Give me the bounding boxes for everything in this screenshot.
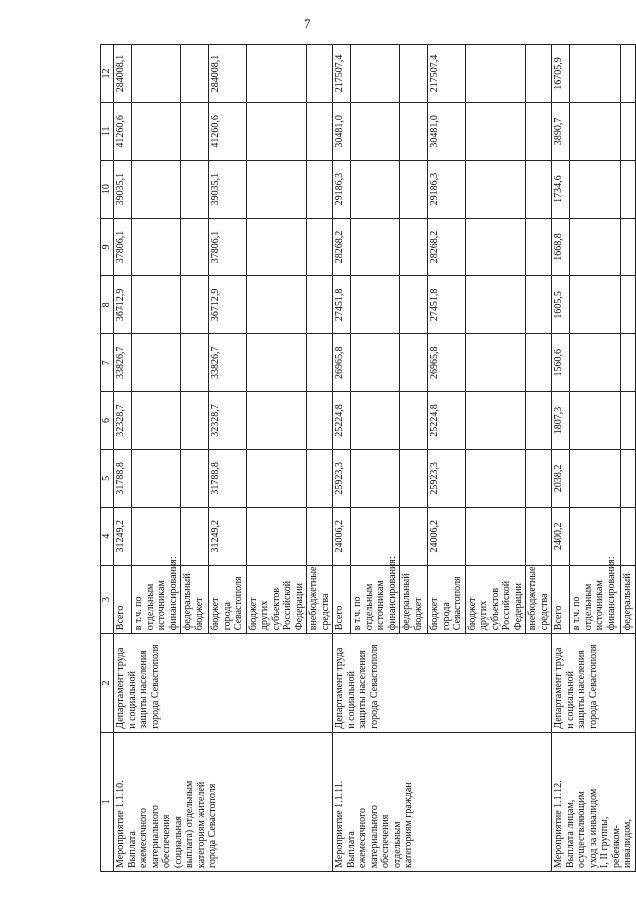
budget-table — [100, 44, 636, 872]
year-value-cell: 41260,6 — [114, 102, 132, 160]
total-value-cell — [526, 45, 552, 103]
year-value-cell: 1560,6 — [552, 334, 570, 392]
table-row — [333, 45, 351, 872]
total-value-cell — [181, 45, 209, 103]
year-value-cell — [400, 276, 428, 334]
column-number-11: 11 — [101, 102, 114, 160]
year-value-cell — [526, 102, 552, 160]
funding-source-cell: бюджет других субъектов Российской Федерации — [465, 565, 526, 634]
year-value-cell — [132, 392, 181, 450]
year-value-cell — [620, 507, 635, 565]
funding-source-cell: бюджет города Севастополя — [428, 565, 466, 634]
year-value-cell: 33826,7 — [114, 334, 132, 392]
year-value-cell: 1807,3 — [552, 392, 570, 450]
year-value-cell — [620, 160, 635, 218]
page-number: 7 — [304, 16, 311, 31]
year-value-cell: 24006,2 — [428, 507, 466, 565]
total-value-cell: 16705,9 — [552, 45, 570, 103]
year-value-cell — [307, 218, 333, 276]
year-value-cell: 29186,3 — [428, 160, 466, 218]
year-value-cell: 29186,3 — [333, 160, 351, 218]
year-value-cell — [526, 334, 552, 392]
year-value-cell — [570, 160, 620, 218]
year-value-cell — [620, 276, 635, 334]
year-value-cell — [526, 160, 552, 218]
year-value-cell — [465, 449, 526, 507]
year-value-cell — [351, 334, 400, 392]
year-value-cell: 39035,1 — [114, 160, 132, 218]
year-value-cell — [246, 276, 307, 334]
year-value-cell — [526, 218, 552, 276]
year-value-cell — [526, 507, 552, 565]
year-value-cell: 32328,7 — [209, 392, 247, 450]
year-value-cell — [570, 218, 620, 276]
year-value-cell — [465, 102, 526, 160]
executor-cell: Департамент труда и социальной защиты населения города Севастополя — [552, 634, 636, 733]
funding-source-cell: федеральный — [620, 565, 635, 634]
year-value-cell: 3890,7 — [552, 102, 570, 160]
year-value-cell: 30481,0 — [333, 102, 351, 160]
year-value-cell — [181, 276, 209, 334]
total-value-cell: 284008,1 — [209, 45, 247, 103]
year-value-cell: 2400,2 — [552, 507, 570, 565]
year-value-cell — [400, 449, 428, 507]
year-value-cell — [465, 218, 526, 276]
year-value-cell: 1668,8 — [552, 218, 570, 276]
year-value-cell: 28268,2 — [428, 218, 466, 276]
funding-source-cell: в т.ч. по отдельным источникам финансирования: — [351, 565, 400, 634]
year-value-cell — [465, 507, 526, 565]
year-value-cell: 1734,6 — [552, 160, 570, 218]
year-value-cell — [132, 160, 181, 218]
year-value-cell — [181, 102, 209, 160]
year-value-cell — [246, 507, 307, 565]
year-value-cell: 36712,9 — [114, 276, 132, 334]
column-number-4: 4 — [101, 507, 114, 565]
year-value-cell — [132, 449, 181, 507]
measure-name-cell: Мероприятие 1.1.11. Выплата ежемесячного материального обеспечения отдельным категориям граждан — [333, 732, 552, 871]
year-value-cell — [181, 392, 209, 450]
column-number-6: 6 — [101, 392, 114, 450]
funding-source-cell: федеральный бюджет — [181, 565, 209, 634]
year-value-cell — [400, 392, 428, 450]
total-value-cell — [570, 45, 620, 103]
year-value-cell: 37806,1 — [114, 218, 132, 276]
year-value-cell — [526, 392, 552, 450]
year-value-cell — [400, 218, 428, 276]
funding-source-cell: Всего — [114, 565, 132, 634]
table-body — [114, 45, 636, 872]
year-value-cell — [246, 102, 307, 160]
year-value-cell — [620, 449, 635, 507]
column-number-8: 8 — [101, 276, 114, 334]
year-value-cell — [307, 160, 333, 218]
funding-source-cell: бюджет других субъектов Российской Федерации — [246, 565, 307, 634]
year-value-cell — [132, 218, 181, 276]
funding-source-cell: внебюджетные средства — [307, 565, 333, 634]
year-value-cell: 31249,2 — [209, 507, 247, 565]
column-number-10: 10 — [101, 160, 114, 218]
year-value-cell — [620, 102, 635, 160]
year-value-cell: 25224,8 — [333, 392, 351, 450]
year-value-cell — [181, 160, 209, 218]
year-value-cell — [132, 276, 181, 334]
year-value-cell — [307, 392, 333, 450]
year-value-cell — [307, 449, 333, 507]
year-value-cell: 27451,8 — [428, 276, 466, 334]
year-value-cell — [351, 102, 400, 160]
year-value-cell — [465, 160, 526, 218]
year-value-cell: 26965,8 — [333, 334, 351, 392]
year-value-cell — [570, 449, 620, 507]
year-value-cell: 37806,1 — [209, 218, 247, 276]
year-value-cell — [465, 334, 526, 392]
year-value-cell — [246, 392, 307, 450]
column-number-5: 5 — [101, 449, 114, 507]
funding-source-cell: федеральный бюджет — [400, 565, 428, 634]
year-value-cell — [620, 334, 635, 392]
year-value-cell — [181, 449, 209, 507]
measure-name-cell: Мероприятие 1.1.10. Выплата ежемесячного материального обеспечения (социальная выплата) отдельным категориям жителей города Севастополя — [114, 732, 333, 871]
funding-source-cell: внебюджетные средства — [526, 565, 552, 634]
year-value-cell — [570, 334, 620, 392]
total-value-cell: 217507,4 — [428, 45, 466, 103]
funding-source-cell: Всего — [552, 565, 570, 634]
column-number-1: 1 — [101, 732, 114, 871]
year-value-cell: 2038,2 — [552, 449, 570, 507]
year-value-cell: 1605,5 — [552, 276, 570, 334]
year-value-cell: 24006,2 — [333, 507, 351, 565]
year-value-cell: 39035,1 — [209, 160, 247, 218]
column-number-2: 2 — [101, 634, 114, 733]
rotated-table-sheet — [100, 44, 633, 872]
year-value-cell: 32328,7 — [114, 392, 132, 450]
funding-source-cell: Всего — [333, 565, 351, 634]
year-value-cell — [351, 276, 400, 334]
year-value-cell — [181, 507, 209, 565]
executor-cell: Департамент труда и социальной защиты населения города Севастополя — [114, 634, 333, 733]
year-value-cell — [246, 334, 307, 392]
year-value-cell — [307, 276, 333, 334]
total-value-cell — [400, 45, 428, 103]
column-number-9: 9 — [101, 218, 114, 276]
year-value-cell — [570, 102, 620, 160]
year-value-cell — [351, 392, 400, 450]
column-number-3: 3 — [101, 565, 114, 634]
year-value-cell — [526, 449, 552, 507]
funding-source-cell: в т.ч. по отдельным источникам финансирования: — [132, 565, 181, 634]
year-value-cell: 36712,9 — [209, 276, 247, 334]
total-value-cell — [307, 45, 333, 103]
year-value-cell — [246, 218, 307, 276]
year-value-cell — [570, 276, 620, 334]
year-value-cell — [307, 334, 333, 392]
year-value-cell: 26965,8 — [428, 334, 466, 392]
year-value-cell — [351, 449, 400, 507]
funding-source-cell: в т.ч. по отдельным источникам финансирования: — [570, 565, 620, 634]
year-value-cell: 28268,2 — [333, 218, 351, 276]
total-value-cell — [246, 45, 307, 103]
funding-source-cell: бюджет города Севастополя — [209, 565, 247, 634]
year-value-cell: 41260,6 — [209, 102, 247, 160]
total-value-cell — [132, 45, 181, 103]
year-value-cell — [465, 276, 526, 334]
year-value-cell — [400, 102, 428, 160]
total-value-cell — [351, 45, 400, 103]
year-value-cell — [620, 218, 635, 276]
table-row — [552, 45, 570, 872]
year-value-cell — [400, 507, 428, 565]
executor-cell: Департамент труда и социальной защиты населения города Севастополя — [333, 634, 552, 733]
column-number-7: 7 — [101, 334, 114, 392]
year-value-cell — [246, 449, 307, 507]
year-value-cell — [465, 392, 526, 450]
year-value-cell: 25923,3 — [333, 449, 351, 507]
year-value-cell — [181, 218, 209, 276]
year-value-cell: 25224,8 — [428, 392, 466, 450]
table-row — [114, 45, 132, 872]
year-value-cell — [570, 392, 620, 450]
year-value-cell — [400, 334, 428, 392]
year-value-cell: 31788,8 — [114, 449, 132, 507]
year-value-cell — [620, 392, 635, 450]
year-value-cell — [351, 218, 400, 276]
year-value-cell: 25923,3 — [428, 449, 466, 507]
year-value-cell — [526, 276, 552, 334]
year-value-cell: 33826,7 — [209, 334, 247, 392]
total-value-cell: 284008,1 — [114, 45, 132, 103]
year-value-cell: 31249,2 — [114, 507, 132, 565]
year-value-cell — [400, 160, 428, 218]
measure-name-cell: Мероприятие 1.1.12. Выплата лицам, осуществляющим уход за инвалидом I, II группы, ребенком- инвалидом, — [552, 732, 636, 871]
year-value-cell — [307, 102, 333, 160]
year-value-cell: 27451,8 — [333, 276, 351, 334]
year-value-cell — [351, 160, 400, 218]
year-value-cell — [132, 334, 181, 392]
year-value-cell — [246, 160, 307, 218]
total-value-cell — [620, 45, 635, 103]
year-value-cell — [132, 102, 181, 160]
column-number-row — [101, 45, 114, 872]
year-value-cell: 31788,8 — [209, 449, 247, 507]
year-value-cell: 30481,0 — [428, 102, 466, 160]
column-number-12: 12 — [101, 45, 114, 103]
year-value-cell — [307, 507, 333, 565]
total-value-cell — [465, 45, 526, 103]
total-value-cell: 217507,4 — [333, 45, 351, 103]
year-value-cell — [181, 334, 209, 392]
